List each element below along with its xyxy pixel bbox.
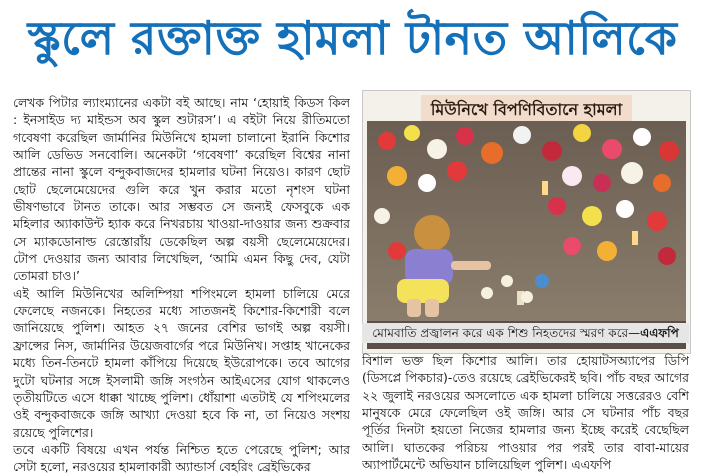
caption-credit: এএফপি bbox=[640, 326, 679, 340]
article-paragraph: বিশাল ভক্ত ছিল কিশোর আলি। তার হোয়াটসঅ্যাপের ডিপি (ডিসপ্লে পিকচার)-তেও রয়েছে ব্রেইভিকেরই ছবি। পাঁচ বছর আগের ২২ জুলাই নরওয়ের অসলোতে এক হামলা চালিয়ে সত্তরেরও বেশি মানুষকে মেরে ফেলেছিল ওই জঙ্গি। আর সে ঘটনার পাঁচ বছর পূর্তির দিনটা হয়তো নিজের হামলার জন্য ইচ্ছে করেই বেছেছিল আলি। ঘাতকের পরিচয় পাওয়ার পর পরই তার বাবা-মায়ের অ্যাপার্টমেন্টে অভিযান চালিয়েছিল পুলিশ। এএফপি bbox=[362, 353, 689, 473]
memorial-photo bbox=[367, 121, 686, 349]
article-paragraph: এই আলি মিউনিখের অলিম্পিয়া শপিংমলে হামলা চালিয়ে মেরে ফেলেছে নজনকে। নিহতের মধ্যে সাতজনই কিশোর-কিশোরী বলে জানিয়েছে পুলিশ। আহত ২৭ জনের বেশির ভাগই অল্প বয়সী। ফ্রান্সের নিস, জার্মানির উয়েজবার্গের পরে মিউনিখ। সপ্তাহ খানেকের মধ্যে তিন-তিনটে হামলা কাঁপিয়ে দিয়েছে ইউরোপকে। তবে আগের দুটো ঘটনার সঙ্গে ইসলামী জঙ্গি সংগঠন আইএসের যোগ থাকলেও তৃতীয়টিতে এসে ধাক্কা খাচ্ছে পুলিশ। ধোঁয়াশা এতটাই যে শপিংমলের ওই বন্দুকবাজকে জঙ্গি আখ্যা দেওয়া হবে কি না, তা নিয়েও সংশয় রয়েছে পুলিশের। bbox=[13, 285, 350, 440]
caption-text: মোমবাতি প্রজ্বালন করে এক শিশু নিহতদের স্মরণ করে— bbox=[372, 326, 641, 340]
article-paragraph: তবে একটি বিষয়ে এখন পর্যন্ত নিশ্চিত হতে পেরেছে পুলিশ; আর সেটা হলো, নরওয়ের হামলাকারী অ্যান্ডার্স বেহরিং ব্রেইভিকের bbox=[13, 441, 350, 474]
photo-box bbox=[362, 90, 691, 354]
photo-title: মিউনিখে বিপণিবিতানে হামলা bbox=[421, 95, 632, 126]
article-paragraph: লেখক পিটার ল্যাংম্যানের একটা বই আছে। নাম ‘হোয়াই কিডস কিল : ইনসাইড দ্য মাইন্ডস অব স্কুল শুটারস’। এ বইটা নিয়ে রীতিমতো গবেষণা করেছিল জার্মানির মিউনিখে হামলা চালানো ইরানি কিশোর আলি ডেভিড সনবোলি। অনেকটা ‘গবেষণা’ করেছিল বিশ্বের নানা প্রান্তের নানা স্কুলে বন্দুকবাজদের হামলার ঘটনা নিয়েও। কারণ ছোট ছোট ছেলেমেয়েদের গুলি করে খুন করার মতো নৃশংস ঘটনা ভীষণভাবে টানত তাকে। আর সম্ভবত সে জন্যই ফেসবুকে এক মহিলার অ্যাকাউন্ট হ্যাক করে নিখরচায় খাওয়া-দাওয়ার জন্য শুক্রবার সে ম্যাকডোনাল্ড রেস্তোরাঁয় ডেকেছিল অল্প বয়সী ছেলেমেয়েদের। টোপ দেওয়ার জন্য আবার লিখেছিল, ‘আমি এমন কিছু দেব, যেটা তোমরা চাও।’ bbox=[13, 95, 350, 284]
article-right-column bbox=[362, 352, 689, 474]
photo-caption bbox=[362, 323, 689, 343]
article-left-column bbox=[13, 94, 350, 474]
memorial-photo-illustration bbox=[367, 121, 686, 321]
headline: স্কুলে রক্তাক্ত হামলা টানত আলিকে bbox=[27, 11, 678, 65]
